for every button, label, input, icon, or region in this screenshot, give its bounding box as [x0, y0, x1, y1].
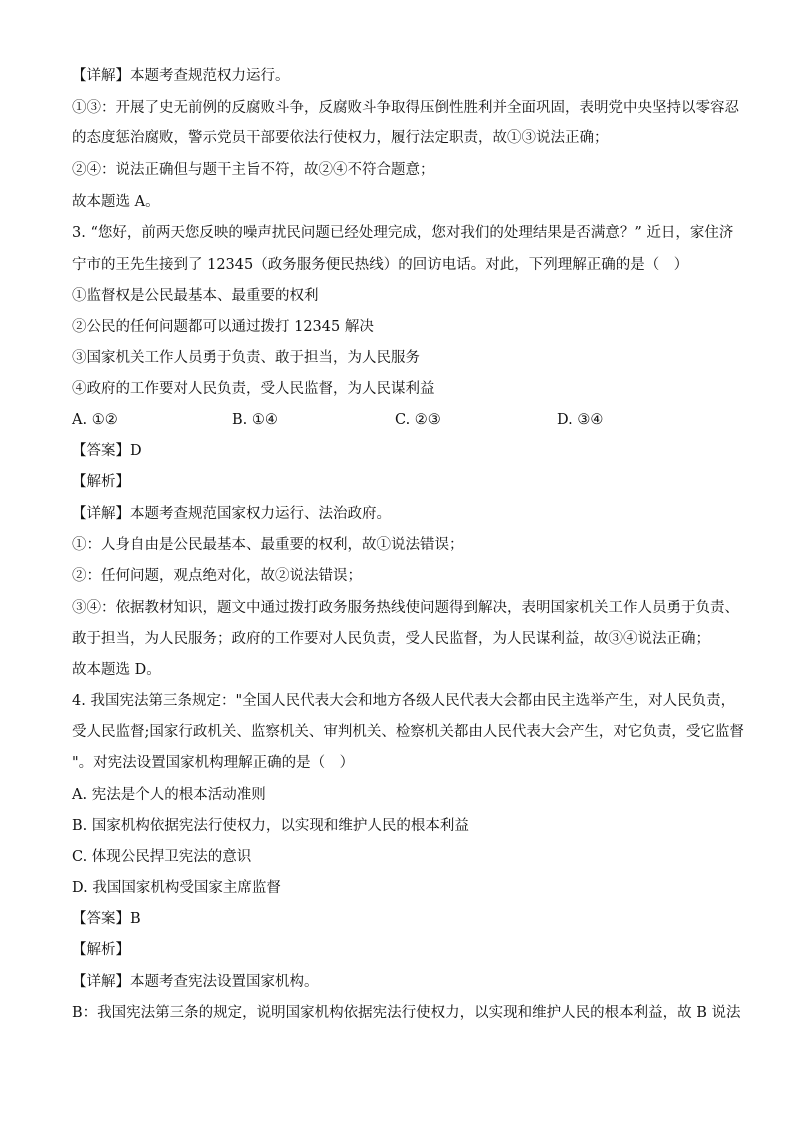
statement-1: ①监督权是公民最基本、最重要的权利: [72, 288, 319, 304]
detail-3-item-1: ①：人身自由是公民最基本、最重要的权利，故①说法错误；: [72, 537, 464, 553]
question-4-stem-2: 受人民监督;国家行政机关、监察机关、审判机关、检察机关都由人民代表大会产生，对它负责，受它监督: [72, 724, 744, 740]
text-line-4: ②④：说法正确但与题干主旨不符，故②④不符合题意；: [72, 162, 435, 178]
question-3-stem-1: 3. “您好，前两天您反映的噪声扰民问题已经处理完成，您对我们的处理结果是否满意？” 近日，家住济: [72, 225, 734, 241]
text-line-3: 的态度惩治腐败，警示党员干部要依法行使权力，履行法定职责，故①③说法正确；: [72, 130, 609, 146]
conclusion-3: 故本题选 D。: [72, 662, 161, 678]
detail-3-item-2: ②：任何问题，观点绝对化，故②说法错误；: [72, 568, 362, 584]
question-4-stem-1: 4. 我国宪法第三条规定："全国人民代表大会和地方各级人民代表大会都由民主选举产生，对人民负责，: [72, 693, 736, 709]
text-line-2: ①③：开展了史无前例的反腐败斗争，反腐败斗争取得压倒性胜利并全面巩固，表明党中央坚持以零容忍: [72, 100, 739, 116]
question-4-stem-3: "。对宪法设置国家机构理解正确的是（ ）: [72, 755, 355, 771]
analysis-label-4: 【解析】: [72, 942, 130, 958]
detail-4: 【详解】本题考查宪法设置国家机构。: [72, 974, 319, 990]
answer-label-3: 【答案】D: [72, 443, 142, 459]
statement-4: ④政府的工作要对人民负责，受人民监督，为人民谋利益: [72, 381, 435, 397]
question-4-option-c: C. 体现公民捍卫宪法的意识: [72, 849, 252, 865]
question-4-option-b: B. 国家机构依据宪法行使权力，以实现和维护人民的根本利益: [72, 818, 469, 834]
detail-3: 【详解】本题考查规范国家权力运行、法治政府。: [72, 506, 391, 522]
question-4-option-a: A. 宪法是个人的根本活动准则: [72, 787, 266, 803]
question-3-stem-2: 宁市的王先生接到了 12345（政务服务便民热线）的回访电话。对此，下列理解正确的是（ ）: [72, 257, 689, 273]
statement-3: ③国家机关工作人员勇于负责、敢于担当，为人民服务: [72, 350, 420, 366]
question-3-option-c: C. ②③: [395, 412, 441, 428]
question-3-option-a: A. ①②: [72, 412, 118, 428]
question-3-option-b: B. ①④: [232, 412, 278, 428]
detail-4-item-b: B：我国宪法第三条的规定，说明国家机构依据宪法行使权力，以实现和维护人民的根本利益，故 B 说法: [72, 1005, 741, 1021]
answer-label-4: 【答案】B: [72, 911, 141, 927]
question-3-option-d: D. ③④: [557, 412, 604, 428]
detail-3-item-3: ③④：依据教材知识，题文中通过拨打政务服务热线使问题得到解决，表明国家机关工作人员勇于负责、: [72, 600, 739, 616]
text-line-1: 【详解】本题考查规范权力运行。: [72, 68, 290, 84]
analysis-label-3: 【解析】: [72, 474, 130, 490]
text-line-5: 故本题选 A。: [72, 194, 160, 210]
detail-3-item-3-cont: 敢于担当，为人民服务；政府的工作要对人民负责，受人民监督，为人民谋利益，故③④说法正确；: [72, 631, 710, 647]
statement-2: ②公民的任何问题都可以通过拨打 12345 解决: [72, 319, 374, 335]
question-4-option-d: D. 我国国家机构受国家主席监督: [72, 880, 281, 896]
